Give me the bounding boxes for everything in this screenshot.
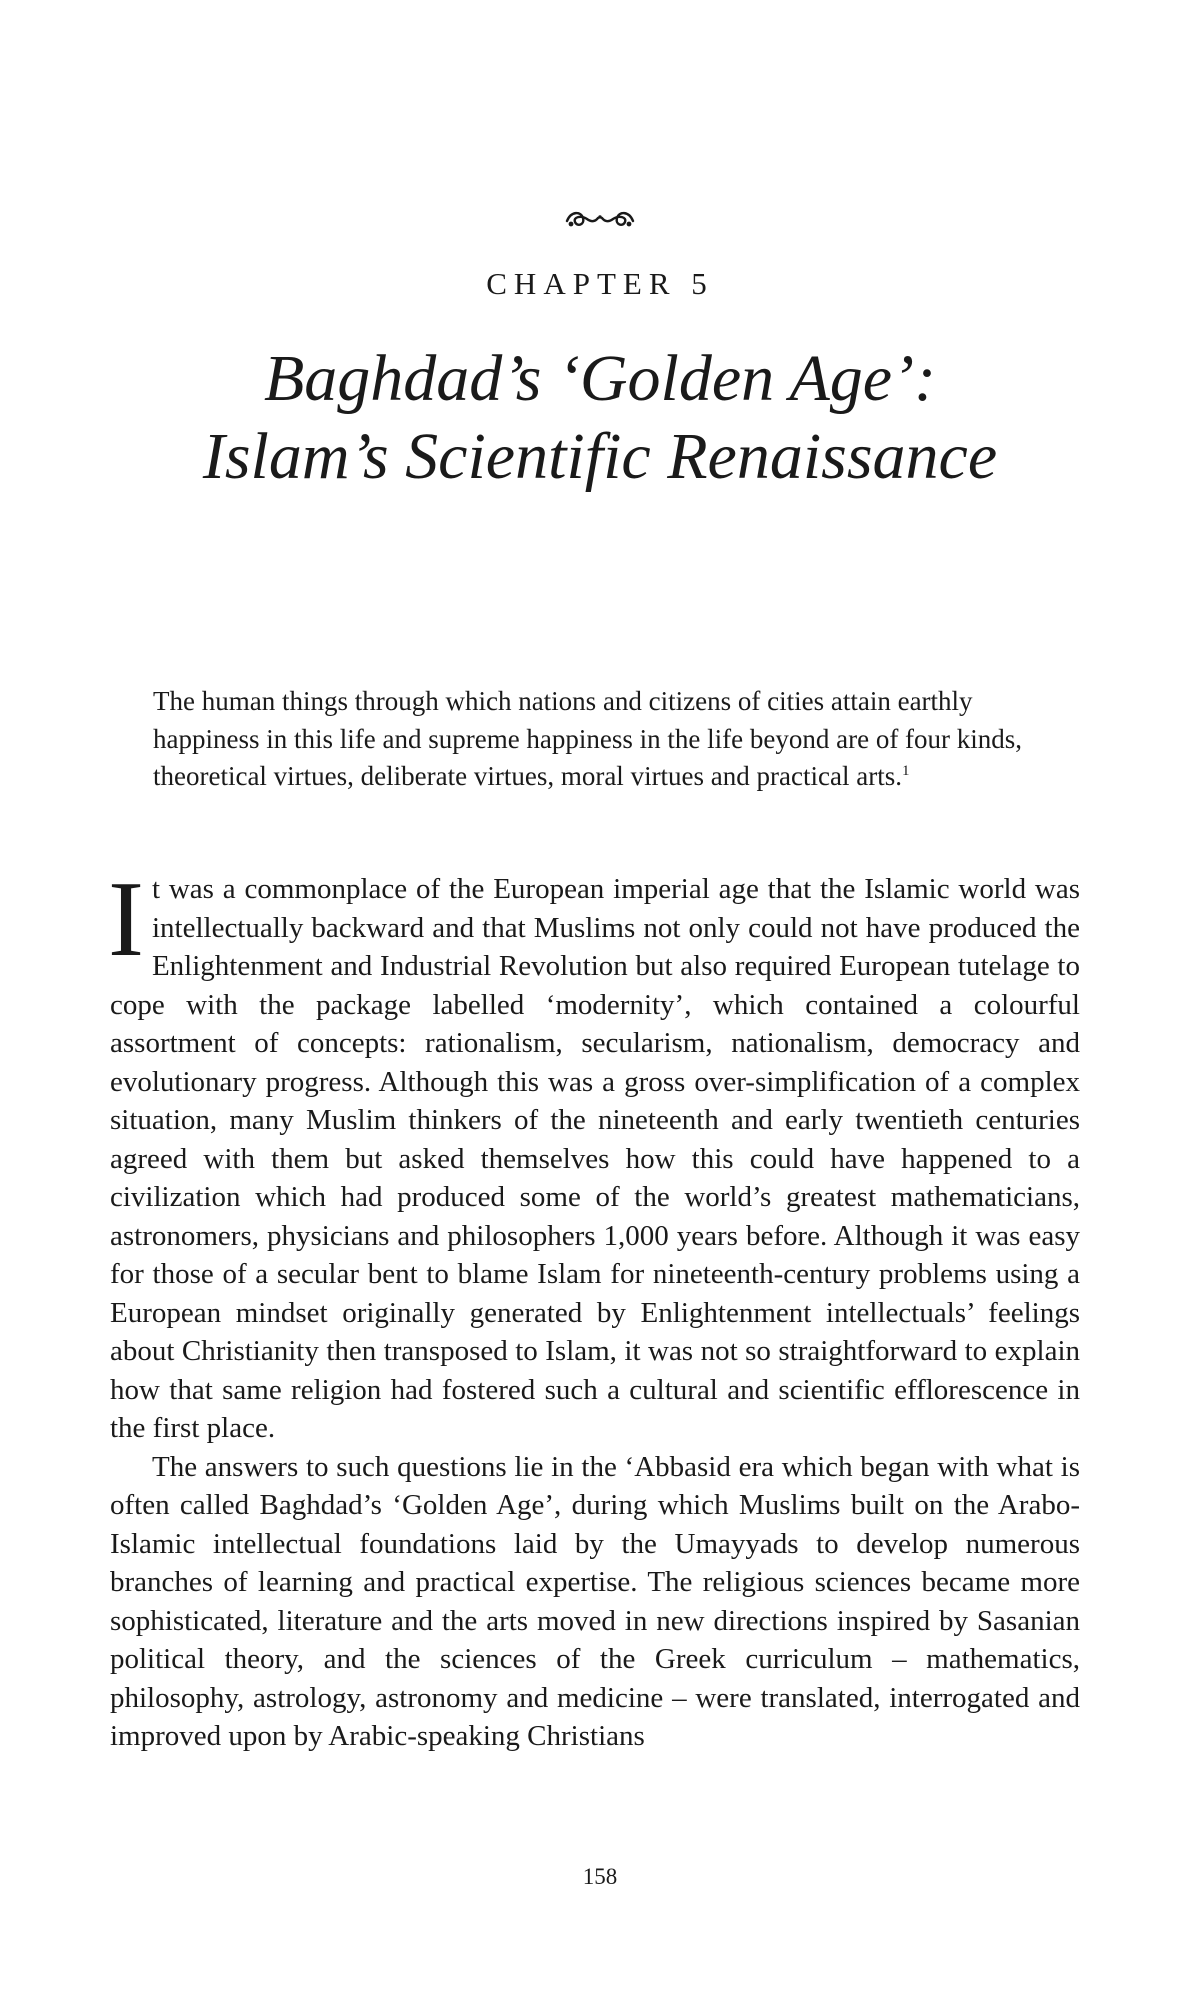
drop-cap: I [108,860,144,979]
epigraph-text: The human things through which nations and citizens of cities attain earthly happiness in this life and supreme happiness in the life beyond are of four kinds, theoretical virtues, deliberate virtues, moral virtues and practical arts. [153,686,1023,791]
paragraph-2: The answers to such questions lie in the ‘Abbasid era which began with what is often called Baghdad’s ‘Golden Age’, during which Muslims built on the Arabo-Islamic intellectual foundations laid by the Umayyads to develop numerous branches of learning and practical expertise. The religious sciences became more sophisticated, literature and the arts moved in new directions inspired by Sasanian political theory, and the sciences of the Greek curriculum – mathematics, philosophy, astrology, astronomy and medicine – were translated, interrogated and improved upon by Arabic-speaking Christians [110,1450,1080,1752]
body-text [108,860,1080,1756]
chapter-title-line-1: Baghdad’s ‘Golden Age’: [263,342,937,415]
epigraph [153,683,1036,796]
footnote-mark: 1 [901,763,910,779]
chapter-label: CHAPTER 5 [486,266,714,301]
fleuron-ornament-icon [563,205,637,231]
paragraph-1-text: t was a commonplace of the European imperial age that the Islamic world was intellectually backward and that Muslims not only could not have produced the Enlightenment and Industrial Revolution but also required European tutelage to cope with the package labelled ‘modernity’, which contained a colourful assortment of concepts: rationalism, secularism, nationalism, democracy and evolutionary progress. Although this was a gross over-simplification of a complex situation, many Muslim thinkers of the nineteenth and early twentieth centuries agreed with them but asked themselves how this could have happened to a civilization which had produced some of the world’s greatest mathematicians, astronomers, physicians and philosophers 1,000 years before. Although it was easy for those of a secular bent to blame Islam for nineteenth-century problems using a European mindset originally generated by Enlightenment intellectuals’ feelings about Christianity then transposed to Islam, it was not so straightforward to explain how that same religion had fostered such a cultural and scientific efflorescence in the first place. [110,873,1080,1444]
paragraph-1 [108,860,1080,1448]
page-number: 158 [582,1864,618,1889]
chapter-ornament [0,196,1200,236]
chapter-title [0,340,1200,496]
chapter-title-line-2: Islam’s Scientific Renaissance [202,420,998,493]
